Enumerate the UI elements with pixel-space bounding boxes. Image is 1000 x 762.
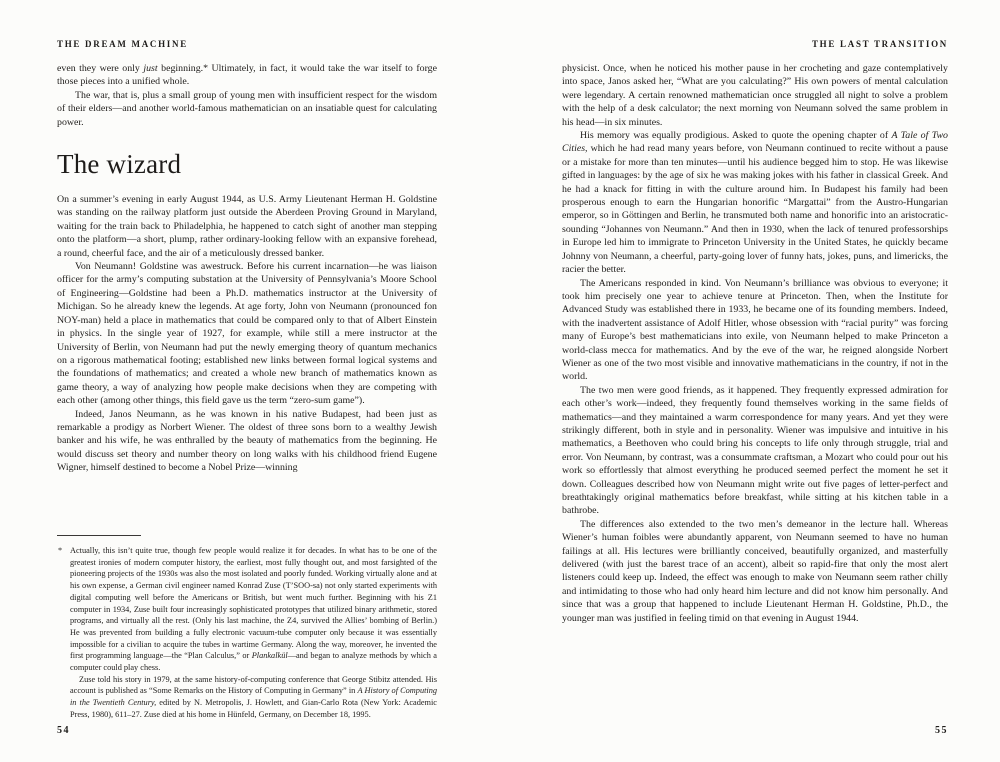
text-run: —and began to analyze methods by which a computer could play chess.: [70, 651, 437, 673]
text-run: which he had read many years before, von Neumann continued to recite without a pause or a mistake for more than ten minutes—until his audience begged him to stop. He was likewise gifted in languages: by the age of six he was making jokes with his father in classical Greek. And he had a knack for fitting in with the culture around him. In Budapest his family had been prosperous enough to earn the Hungarian honorific “Margattai” from the Austro-Hungarian emperor, so in Göttingen and Berlin, he transmuted both name and honorific into an aristocratic-sounding “Johannes von Neumann.” And then in 1930, when the lack of tenured professorships in Europe led him to immigrate to Princeton University in the United States, he quickly became Johnny von Neumann, a cheerful, party-going lover of funny hats, jokes, puns, and limericks, the racier the better.: [562, 143, 948, 276]
page-right-body: [562, 62, 948, 625]
text-run: His memory was equally prodigious. Asked to quote the opening chapter of: [580, 130, 892, 142]
paragraph: [57, 89, 437, 129]
text-run: edited by N. Metropolis, J. Howlett, and Gian-Carlo Rota (New York: Academic Press, 1980), 611–27. Zuse died at his home in Hünfeld, Germany, on December 18, 1995.: [70, 698, 437, 719]
paragraph: [562, 129, 948, 276]
text-run: physicist. Once, when he noticed his mother pause in her crocheting and gaze contemplatively into space, Janos asked her, “What are you calculating?” His own powers of mental calculation were legendary. A certain renowned mathematician once struggled all night to solve a problem with the help of a desk calculator; the next morning von Neumann solved the same problem in his head—in six minutes.: [562, 63, 948, 128]
text-run: even they were only: [57, 63, 144, 74]
text-run: Actually, this isn’t quite true, though few people would realize it for decades. In what has to be one of the greatest ironies of modern computer history, the earliest, most fully thought out, and most farsighted of the pioneering projects of the 1930s was also the most isolated and poorly funded. Working virtually alone and at his own expense, a German civil engineer named Konrad Zuse (T’SOO-sa) not only started experiments with digital computing well before the Americans or British, but went much further. Beginning with his Z1 computer in 1934, Zuse built four increasingly sophisticated prototypes that utilized binary arithmetic, stored programs, and virtually all the rest. (Only his last machine, the Z4, survived the Allies’ bombing of Berlin.) He was prevented from building a fully electronic vacuum-tube computer only because it was essentially impossible for a civilian to acquire the tubes in wartime Germany. Along the way, moreover, he invented the first programming language—the “Plan Calculus,” or: [70, 546, 437, 661]
italic-text-run: A Tale of Two Cities,: [562, 130, 948, 155]
text-run: The two men were good friends, as it happened. They frequently expressed admiration for each other’s work—indeed, they frequently found themselves working in the same fields of mathematics—and they maintained a warm correspondence for many years. And yet they were strikingly different, both in style and in personality. Wiener was impulsive and intuitive in his mathematics, a Beethoven who could bring his concepts to life only through struggle, trial and error. Von Neumann, by contrast, was a consummate craftsman, a Mozart who could pour out his work so effortlessly that almost everything he produced seemed perfect the moment he set it down. Colleagues described how von Neumann might write out five pages of letter-perfect and breathtakingly original mathematics before breakfast, while sitting at his kitchen table in a bathrobe.: [562, 384, 948, 517]
text-run: beginning.* Ultimately, in fact, it would take the war itself to forge those pieces into a unified whole.: [57, 63, 438, 88]
footnote-rule: [57, 535, 141, 536]
paragraph: [57, 674, 437, 721]
text-run: The Americans responded in kind. Von Neumann’s brilliance was obvious to everyone; it took him precisely one year to achieve tenure at Princeton. Then, when the Institute for Advanced Study was established there in 1933, he became one of its founding members. Indeed, with the inadvertent assistance of Adolf Hitler, whose obsession with “racial purity” was forcing many of Europe’s best mathematicians into exile, von Neumann helped to make Princeton a world-class mecca for mathematics. And by the eve of the war, he reigned alongside Norbert Wiener as one of the two most visible and innovative mathematicians in the country, if not in the world.: [562, 277, 948, 383]
paragraph: [562, 384, 948, 518]
paragraph: [57, 545, 437, 674]
text-run: Indeed, Janos Neumann, as he was known in his native Budapest, had been just as remarkable a prodigy as Norbert Wiener. The oldest of three sons born to a wealthy Jewish banker and his wife, he was enthralled by the beauty of mathematics from the beginning. He would discuss set theory and number theory on long walks with his childhood friend Eugene Wigner, himself destined to become a Nobel Prize—winning: [57, 408, 437, 474]
italic-text-run: Plankalkül: [251, 651, 288, 661]
footnote-paragraphs: [57, 545, 437, 721]
section-paragraphs: [57, 193, 437, 475]
text-run: The differences also extended to the two men’s demeanor in the lecture hall. Whereas Wiener’s human foibles were abundantly apparent, von Neumann seemed to have no human failings at all. His lectures were brilliantly conceived, beautifully organized, and masterfully delivered (with just the barest trace of an accent), albeit so rapid-fire that only the most alert listeners could keep up. Indeed, the effect was enough to make von Neumann seem rather chilly and intimidating to those who had only heard him lecture and did not know him personally. And since that was a group that happened to include Lieutenant Herman H. Goldstine, Ph.D., the younger man was justified in feeling timid on that evening in August 1944.: [562, 518, 948, 624]
running-head-left: THE DREAM MACHINE: [57, 39, 188, 49]
text-run: Zuse told his story in 1979, at the same history-of-computing conference that George Stibitz attended. His account is published as “Some Remarks on the History of Computing in Germany” in: [70, 674, 437, 696]
paragraph: [562, 518, 948, 625]
page-number-left: 54: [57, 725, 70, 736]
paragraph: [57, 260, 437, 407]
text-run: On a summer’s evening in early August 1944, as U.S. Army Lieutenant Herman H. Goldstine was standing on the railway platform just outside the Aberdeen Proving Ground in Maryland, waiting for the train back to Philadelphia, he happened to catch sight of another man stepping onto the platform—a short, plump, rather ordinary-looking fellow with an expansive forehead, a round, cheerful face, and the air of a meticulously dressed banker.: [57, 194, 437, 259]
text-run: Von Neumann! Goldstine was awestruck. Before his current incarnation—he was liaison officer for the army’s computing substation at the University of Pennsylvania’s Moore School of Engineering—Goldstine had been a Ph.D. mathematics instructor at the University of Michigan. So he already knew the legends. At age forty, John von Neumann (pronounced fon NOY-man) held a place in mathematics that could be compared only to that of Albert Einstein in physics. In the single year of 1927, for example, while still a mere instructor at the University of Berlin, von Neumann had put the newly emerging theory of quantum mechanics on a rigorous mathematical footing; established new links between formal logical systems and the foundations of mathematics; and created a whole new branch of mathematics known as game theory, a way of analyzing how people make decisions when they are competing with each other (among other things, this field gave us the term “zero-sum game”).: [57, 261, 437, 407]
running-head-right: THE LAST TRANSITION: [811, 39, 948, 49]
paragraph: [57, 408, 437, 475]
italic-text-run: A History of Computing in the Twentieth Century,: [70, 686, 438, 708]
page-left-body: [57, 62, 437, 475]
text-run: The war, that is, plus a small group of young men with insufficient respect for the wisdom of their elders—and another world-famous mathematician on an insatiable quest for calculating power.: [57, 89, 437, 128]
page-number-right: 55: [935, 725, 948, 736]
italic-text-run: just: [143, 63, 158, 74]
page-left: [57, 0, 437, 762]
page-right: [562, 0, 948, 762]
paragraph: [57, 193, 437, 260]
footnote-marker: *: [58, 546, 63, 555]
paragraph: [57, 62, 437, 89]
section-heading: The wizard: [57, 149, 182, 180]
paragraph: [562, 277, 948, 384]
paragraph: [562, 62, 948, 129]
footnote: [57, 535, 437, 721]
intro-paragraphs: [57, 62, 437, 129]
